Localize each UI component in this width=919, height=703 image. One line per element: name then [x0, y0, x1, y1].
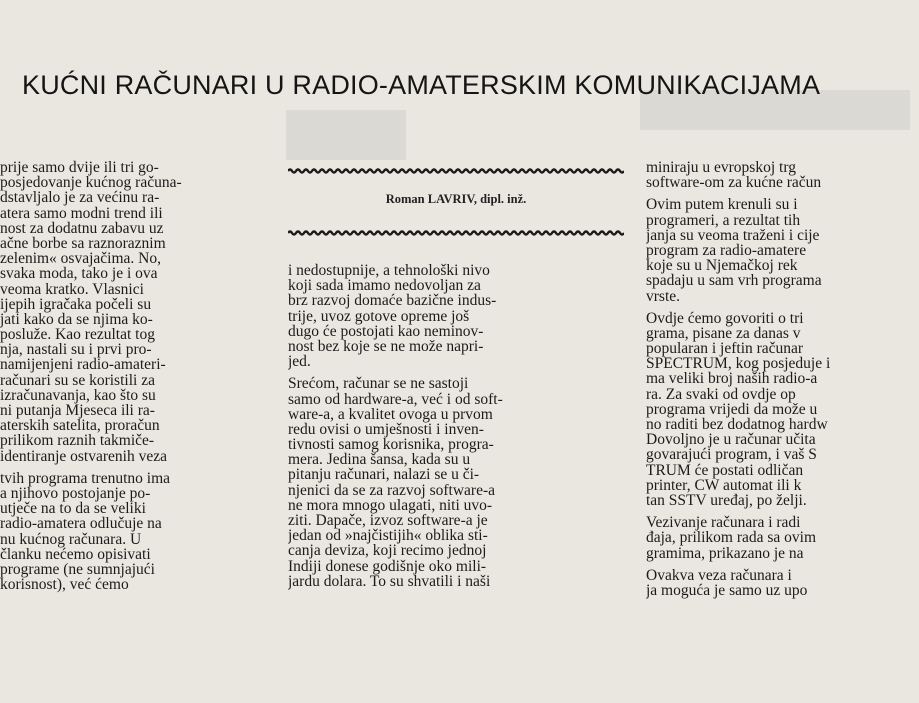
text-line: Vezivanje računara i radi — [646, 514, 801, 532]
text-line: korisnost), već ćemo — [0, 576, 129, 594]
text-line: koje su u Njemačkoj rek — [646, 257, 798, 275]
text-line: koji sada imamo nedovoljan za — [288, 277, 481, 295]
text-line: veoma kratko. Vlasnici — [0, 280, 144, 298]
text-line: Ovim putem krenuli su i — [646, 196, 798, 214]
text-line: posjedovanje kućnog računa- — [0, 174, 182, 192]
text-line: vrste. — [646, 287, 681, 305]
text-column-right — [646, 160, 919, 700]
paragraph — [646, 515, 919, 561]
text-line: a njihovo postojanje po- — [0, 484, 151, 502]
paragraph — [646, 311, 919, 508]
text-line: Indiji donese godišnje oko mili- — [288, 557, 487, 575]
text-line: prilikom raznih takmiče- — [0, 432, 155, 450]
text-line: aterskih satelita, proračun — [0, 417, 160, 435]
text-column-middle — [288, 263, 628, 703]
text-line: izračunavanja, kao što su — [0, 386, 156, 404]
paragraph — [646, 160, 919, 190]
text-line: grama, pisane za danas v — [646, 324, 801, 342]
text-line: programeri, a rezultat tih — [646, 211, 801, 229]
text-line: Srećom, računar se ne sastoji — [288, 375, 469, 393]
author-byline: Roman LAVRIV, dipl. inž. — [385, 192, 527, 206]
text-line: njenici da se za razvoj software-a — [288, 481, 495, 499]
text-line: programe (ne sumnjajući — [0, 560, 155, 578]
text-line: printer, CW automat ili k — [646, 476, 802, 494]
text-line: namijenjeni radio-amateri- — [0, 356, 166, 374]
text-line: tvih programa trenutno ima — [0, 469, 171, 487]
paragraph — [646, 197, 919, 303]
text-line: ra. Za svaki od ovdje op — [646, 385, 796, 403]
text-line: brz razvoj domaće bazične indus- — [288, 292, 497, 310]
text-line: trije, uvoz gotove opreme još — [288, 307, 470, 325]
text-line: đaja, prilikom rada sa ovim — [646, 529, 817, 547]
text-line: identiranje ostvarenih veza — [0, 447, 167, 465]
text-line: utječe na to da se veliki — [0, 500, 146, 518]
text-line: TRUM će postati odličan — [646, 461, 804, 479]
decorative-wave-rule-bottom — [288, 230, 624, 236]
text-line: program za radio-amatere — [646, 241, 807, 259]
text-line: ne mora mnogo ulagati, niti uvo- — [288, 496, 493, 514]
text-line: popularan i jeftin računar — [646, 340, 804, 358]
text-line: SPECTRUM, kog posjeduje i — [646, 355, 831, 373]
article-title: KUĆNI RAČUNARI U RADIO-AMATERSKIM KOMUNIKACIJAMA — [22, 70, 821, 100]
text-line: računari su se koristili za — [0, 371, 155, 389]
text-line: članku nećemo opisivati — [0, 545, 151, 563]
paragraph — [646, 568, 919, 598]
text-line: jed. — [288, 353, 311, 371]
paragraph — [288, 376, 628, 589]
text-line: ačne borbe sa raznoraznim — [0, 234, 166, 252]
decorative-wave-rule-top — [288, 168, 624, 174]
text-line: posluže. Kao rezultat tog — [0, 326, 155, 344]
text-line: Ovakva veza računara i — [646, 566, 792, 584]
text-column-left — [0, 160, 275, 700]
text-line: radio-amatera odlučuje na — [0, 515, 162, 533]
text-line: mera. Jedina šansa, kada su u — [288, 451, 471, 469]
text-line: jardu dolara. To su shvatili i naši — [288, 572, 491, 590]
text-line: prije samo dvije ili tri go- — [0, 160, 159, 176]
text-line: no raditi bez dodatnog hardw — [646, 416, 828, 433]
text-line: govarajući program, i vaš S — [646, 446, 817, 464]
text-line: nja, nastali su i prvi pro- — [0, 341, 152, 359]
text-line: samo od hardware-a, već i od soft- — [288, 390, 503, 408]
text-line: nu kućnog računara. U — [0, 530, 142, 548]
text-line: dugo će postojati kao neminov- — [288, 322, 484, 340]
text-line: ma veliki broj naših radio-a — [646, 370, 818, 388]
text-line: tivnosti samog korisnika, progra- — [288, 436, 494, 454]
text-line: ja moguća je samo uz upo — [646, 581, 808, 599]
text-line: dstavljalo je za većinu ra- — [0, 189, 160, 207]
text-line: nost bez koje se ne može napri- — [288, 337, 484, 355]
text-line: zelenim« osvajačima. No, — [0, 250, 161, 268]
text-line: pitanju računari, nalazi se u či- — [288, 466, 480, 484]
text-line: svaka moda, tako je i ova — [0, 265, 158, 283]
text-line: canja deviza, koji recimo jednoj — [288, 542, 487, 560]
text-line: jedan od »najčistijih« oblika sti- — [288, 527, 488, 545]
text-line: ni putanja Mjeseca ili ra- — [0, 402, 155, 419]
paragraph — [288, 263, 628, 369]
text-line: programa vrijedi da može u — [646, 400, 818, 418]
text-line: jati kako da se njima ko- — [0, 310, 153, 328]
paragraph — [0, 160, 275, 464]
paragraph — [0, 471, 275, 593]
text-line: janja su veoma traženi i cije — [646, 226, 820, 244]
text-line: Ovdje ćemo govoriti o tri — [646, 309, 804, 327]
text-line: redu ovisi o umješnosti i inven- — [288, 420, 484, 438]
text-line: ware-a, a kvalitet ovoga u prvom — [288, 405, 493, 423]
text-line: software-om za kućne račun — [646, 174, 822, 192]
text-line: Dovoljno je u računar učita — [646, 431, 816, 449]
text-line: atera samo modni trend ili — [0, 204, 163, 222]
bleed-through-mark — [286, 110, 406, 160]
text-line: ziti. Dapače, izvoz software-a je — [288, 512, 488, 529]
text-line: tan SSTV uređaj, po želji. — [646, 491, 807, 509]
text-line: spadaju u sam vrh programa — [646, 272, 822, 290]
text-line: gramima, prikazano je na — [646, 544, 804, 562]
text-line: miniraju u evropskoj trg — [646, 160, 796, 176]
text-line: i nedostupnije, a tehnološki nivo — [288, 263, 490, 279]
text-line: nost za dodatnu zabavu uz — [0, 219, 164, 237]
text-line: ijepih igračaka počeli su — [0, 295, 152, 313]
